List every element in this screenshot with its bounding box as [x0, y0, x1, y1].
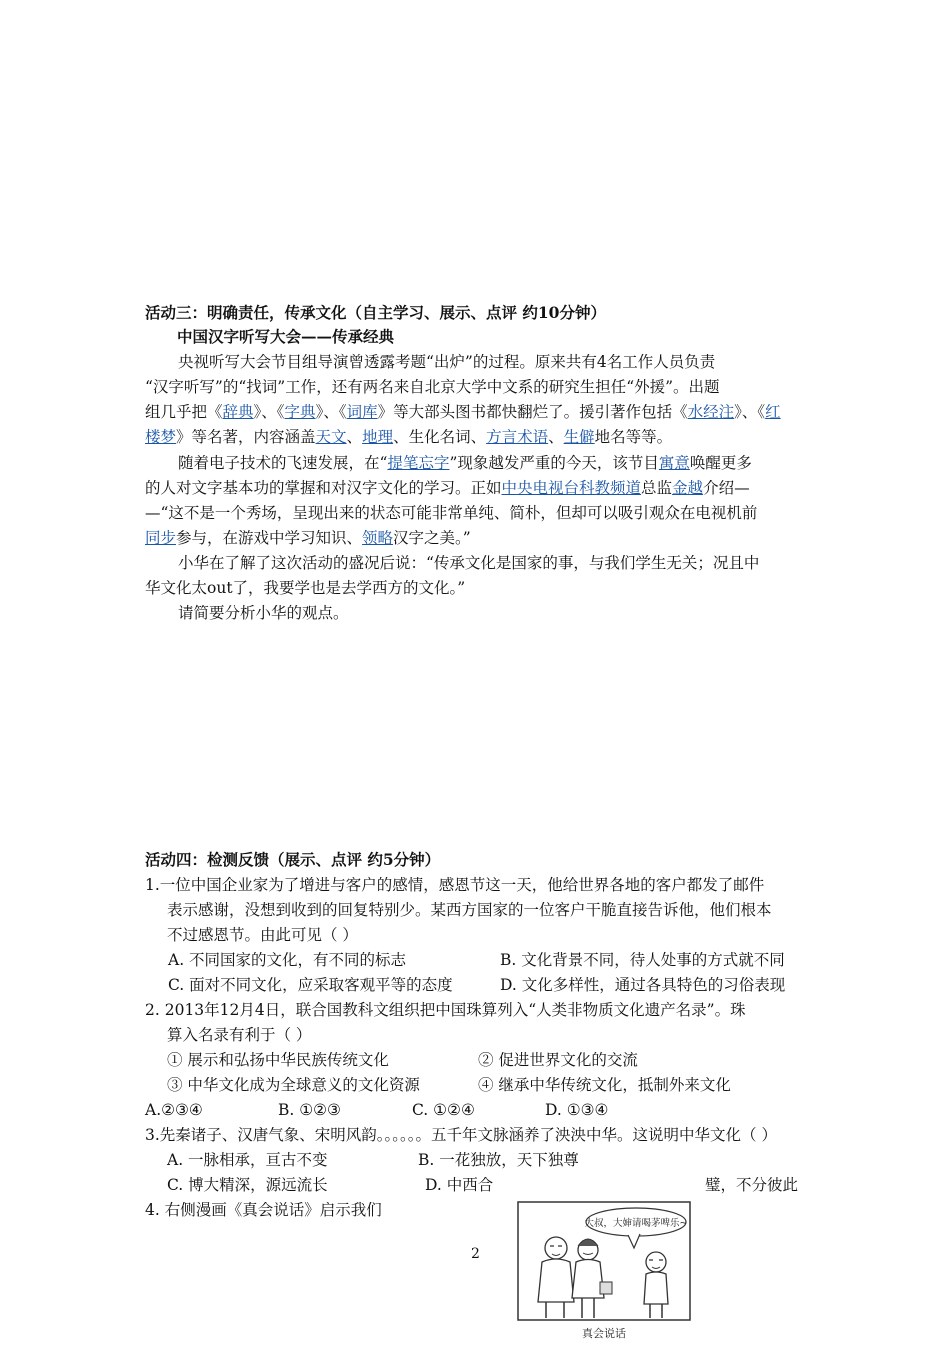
q1-option-c: C. 面对不同文化，应采取客观平等的态度 [168, 976, 453, 994]
link-hongloumeng-b[interactable]: 楼梦 [145, 428, 177, 446]
paragraph-line: —“这不是一个秀场，呈现出来的状态可能非常单纯、简朴，但却可以吸引观众在电视机前 [145, 504, 758, 522]
q2-option-b: B. ①②③ [278, 1101, 341, 1119]
paragraph-line [145, 425, 672, 449]
text: 》等大部头图书都快翻烂了。援引著作包括《 [377, 403, 688, 421]
text: 》、《 [315, 403, 347, 421]
cartoon-illustration [516, 1200, 692, 1344]
paragraph-line: 小华在了解了这次活动的盛况后说：“传承文化是国家的事，与我们学生无关；况且中 [178, 554, 760, 572]
link-ciku[interactable]: 词库 [346, 403, 378, 421]
q2-option-a: A.②③④ [145, 1101, 203, 1119]
q4-line: 4. 右侧漫画《真会说话》启示我们 [145, 1201, 382, 1219]
text: 随着电子技术的飞速发展，在“ [178, 454, 388, 472]
link-fangyan[interactable]: 方言术语 [486, 428, 549, 446]
link-cidian[interactable]: 辞典 [222, 403, 254, 421]
q1-line: 不过感恩节。由此可见（ ） [167, 926, 358, 944]
link-shuijingzhu[interactable]: 水经注 [687, 403, 735, 421]
speech-text: 大叔，大婶请喝茅啤乐~ [584, 1218, 688, 1229]
paragraph-line [178, 451, 752, 475]
q3-option-b: B. 一花独放，天下独尊 [418, 1151, 579, 1169]
link-jinyue[interactable]: 金越 [672, 479, 704, 497]
page-number: 2 [471, 1246, 480, 1262]
text: 介绍— [703, 479, 750, 497]
q3-line: 3.先秦诸子、汉唐气象、宋明风韵。。。。。。五千年文脉涵养了泱泱中华。这说明中华文化（ ） [145, 1126, 777, 1144]
question-prompt: 请简要分析小华的观点。 [178, 604, 349, 622]
link-zidian[interactable]: 字典 [284, 403, 316, 421]
text: 唤醒更多 [689, 454, 752, 472]
link-tianwen[interactable]: 天文 [315, 428, 347, 446]
cartoon-drawing [516, 1200, 692, 1344]
paragraph-line [145, 400, 781, 424]
text: 地名等等。 [594, 428, 673, 446]
text: 汉字之美。” [393, 529, 471, 547]
paragraph-line: 央视听写大会节目组导演曾透露考题“出炉”的过程。原来共有4名工作人员负责 [178, 353, 716, 371]
text: 》、《 [253, 403, 285, 421]
q2-statement-4: ④ 继承中华传统文化，抵制外来文化 [478, 1076, 731, 1094]
paragraph-line: “汉字听写”的“找词”工作，还有两名来自北京大学中文系的研究生担任“外援”。出题 [145, 378, 720, 396]
q2-line: 2. 2013年12月4日，联合国教科文组织把中国珠算列入“人类非物质文化遗产名录”。珠 [145, 1001, 746, 1019]
q1-line: 1.一位中国企业家为了增进与客户的感情，感恩节这一天，他给世界各地的客户都发了邮件 [145, 876, 765, 894]
q1-option-d: D. 文化多样性，通过各具特色的习俗表现 [500, 976, 786, 994]
link-tibiwangzi[interactable]: 提笔忘字 [387, 454, 450, 472]
text: 参与，在游戏中学习知识、 [176, 529, 363, 547]
q1-line: 表示感谢，没想到收到的回复特别少。某西方国家的一位客户干脆直接告诉他，他们根本 [167, 901, 772, 919]
text: 、 [346, 428, 363, 446]
link-linglue[interactable]: 领略 [362, 529, 394, 547]
q2-statement-1: ① 展示和弘扬中华民族传统文化 [167, 1051, 389, 1069]
q2-statement-3: ③ 中华文化成为全球意义的文化资源 [167, 1076, 420, 1094]
activity3-heading: 活动三：明确责任，传承文化（自主学习、展示、点评 约10分钟） [145, 303, 606, 322]
link-cctv-kejiao[interactable]: 中央电视台科教频道 [501, 479, 642, 497]
q2-option-d: D. ①③④ [545, 1101, 609, 1119]
q2-line: 算入名录有利于（ ） [167, 1026, 312, 1044]
link-hongloumeng-a[interactable]: 红 [765, 403, 781, 421]
paragraph-line [145, 476, 750, 500]
text: 组几乎把《 [145, 403, 223, 421]
link-shengpi[interactable]: 生僻 [563, 428, 595, 446]
q3-option-a: A. 一脉相承，亘古不变 [167, 1151, 328, 1169]
q1-option-a: A. 不同国家的文化，有不同的标志 [168, 951, 407, 969]
q2-option-c: C. ①②④ [412, 1101, 475, 1119]
q3-option-d-part2: 璧，不分彼此 [705, 1176, 799, 1194]
text: 》等名著，内容涵盖 [176, 428, 316, 446]
activity3-subtitle: 中国汉字听写大会——传承经典 [177, 327, 395, 346]
text: 》、《 [734, 403, 766, 421]
paragraph-line: 华文化太out了，我要学也是去学西方的文化。” [145, 579, 466, 597]
text: 、 [548, 428, 564, 446]
text: ”现象越发严重的今天，该节目 [449, 454, 659, 472]
q3-option-d-part1: D. 中西合 [425, 1176, 494, 1194]
text: 、生化名词、 [393, 428, 487, 446]
text: 的人对文字基本功的掌握和对汉字文化的学习。正如 [145, 479, 502, 497]
link-dili[interactable]: 地理 [362, 428, 394, 446]
link-tongbu[interactable]: 同步 [145, 529, 177, 547]
q2-statement-2: ② 促进世界文化的交流 [478, 1051, 638, 1069]
q1-option-b: B. 文化背景不同，待人处事的方式就不同 [500, 951, 785, 969]
activity4-heading: 活动四：检测反馈（展示、点评 约5分钟） [145, 850, 441, 869]
paragraph-line [145, 526, 471, 550]
link-yuyi[interactable]: 寓意 [658, 454, 690, 472]
text: 总监 [641, 479, 673, 497]
q3-option-c: C. 博大精深，源远流长 [167, 1176, 328, 1194]
cartoon-caption: 真会说话 [582, 1327, 626, 1340]
